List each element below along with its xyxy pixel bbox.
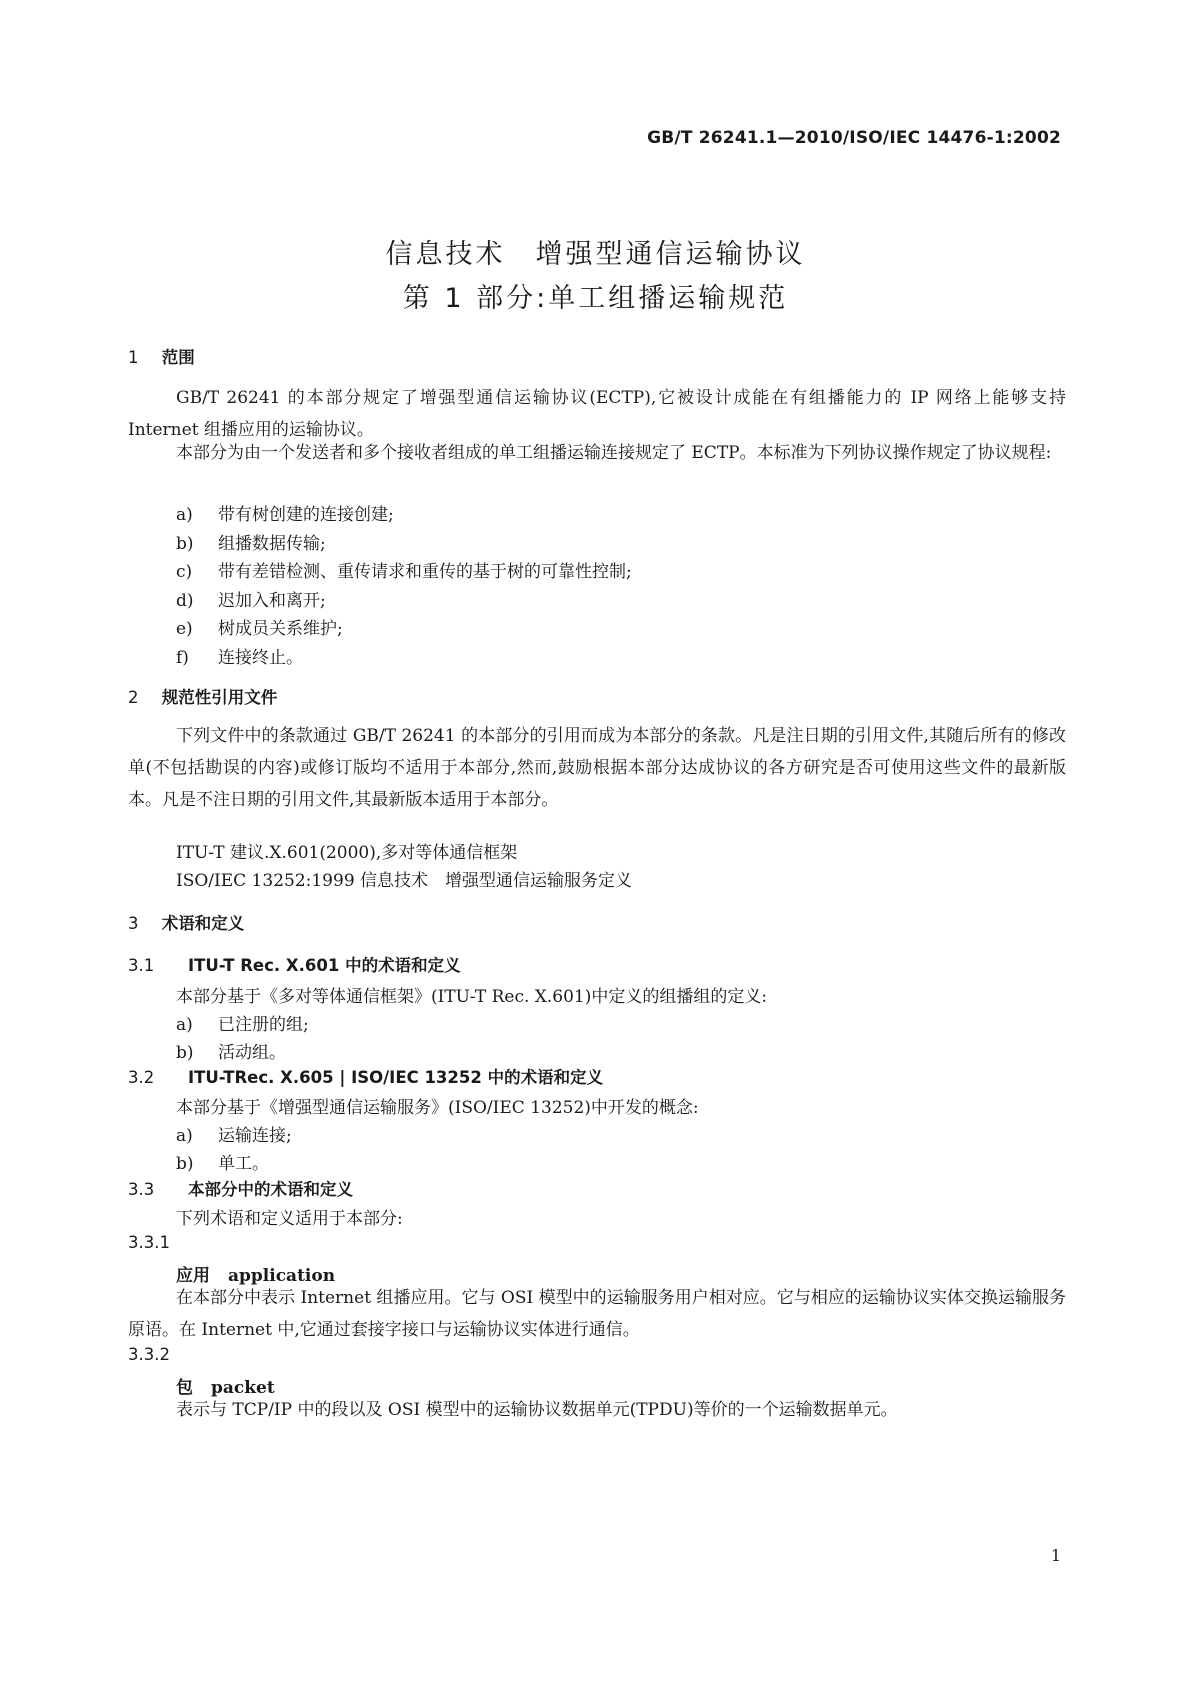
section-title: 术语和定义 [161, 914, 245, 933]
list-item: a) 运输连接; [176, 1126, 292, 1146]
term-number: 3.3.1 [128, 1233, 170, 1252]
page-number: 1 [1050, 1546, 1061, 1565]
term-number: 3.3.2 [128, 1345, 170, 1364]
list-item: f) 连接终止。 [176, 648, 303, 668]
section-2-heading [128, 684, 277, 708]
list-item: a) 已注册的组; [176, 1015, 309, 1035]
section-title: 规范性引用文件 [161, 688, 278, 707]
section-number: 3 [128, 914, 139, 933]
section-3-heading [128, 910, 244, 934]
subsection-intro: 本部分基于《多对等体通信框架》(ITU-T Rec. X.601)中定义的组播组的定义: [176, 987, 768, 1007]
list-item: d) 迟加入和离开; [176, 591, 326, 611]
document-title-line1: 信息技术 增强型通信运输协议 [385, 239, 806, 270]
document-title-line2: 第 1 部分:单工组播运输规范 [402, 283, 789, 314]
section-1-paragraph-1: GB/T 26241 的本部分规定了增强型通信运输协议(ECTP),它被设计成能在有组播能力的 IP 网络上能够支持 Internet 组播应用的运输协议。 [128, 388, 1066, 440]
normative-reference: ITU-T 建议.X.601(2000),多对等体通信框架 [176, 843, 518, 863]
subsection-3-1-heading: 3.1 ITU-T Rec. X.601 中的术语和定义 [128, 956, 461, 975]
list-item: c) 带有差错检测、重传请求和重传的基于树的可靠性控制; [176, 562, 632, 582]
normative-reference: ISO/IEC 13252:1999 信息技术 增强型通信运输服务定义 [176, 871, 633, 891]
term-heading: 应用 application [176, 1266, 336, 1286]
list-item: b) 活动组。 [176, 1043, 286, 1063]
list-item: a) 带有树创建的连接创建; [176, 505, 394, 525]
section-number: 1 [128, 348, 139, 367]
standard-number: GB/T 26241.1—2010/ISO/IEC 14476-1:2002 [647, 128, 1061, 148]
subsection-3-2-heading: 3.2 ITU-TRec. X.605 | ISO/IEC 13252 中的术语和定义 [128, 1068, 604, 1087]
list-item: e) 树成员关系维护; [176, 619, 343, 639]
list-item: b) 单工。 [176, 1154, 269, 1174]
term-heading: 包 packet [176, 1378, 275, 1398]
term-definition: 表示与 TCP/IP 中的段以及 OSI 模型中的运输协议数据单元(TPDU)等价的一个运输数据单元。 [176, 1400, 898, 1420]
section-1-paragraph-2: 本部分为由一个发送者和多个接收者组成的单工组播运输连接规定了 ECTP。本标准为下列协议操作规定了协议规程: [176, 443, 1052, 463]
section-1-heading [128, 344, 195, 368]
list-item: b) 组播数据传输; [176, 534, 326, 554]
term-definition: 在本部分中表示 Internet 组播应用。它与 OSI 模型中的运输服务用户相对应。它与相应的运输协议实体交换运输服务原语。在 Internet 中,它通过套接字接口与运输协议实体进行通信。 [128, 1288, 1066, 1340]
section-number: 2 [128, 688, 139, 707]
subsection-3-3-heading: 3.3 本部分中的术语和定义 [128, 1180, 353, 1199]
subsection-intro: 下列术语和定义适用于本部分: [176, 1209, 403, 1229]
section-title: 范围 [161, 348, 195, 367]
section-2-paragraph: 下列文件中的条款通过 GB/T 26241 的本部分的引用而成为本部分的条款。凡是注日期的引用文件,其随后所有的修改单(不包括勘误的内容)或修订版均不适用于本部分,然而,鼓励根据本部分达成协议的各方研究是否可使用这些文件的最新版本。凡是不注日期的引用文件,其最新版本适用于本部分。 [128, 726, 1066, 810]
subsection-intro: 本部分基于《增强型通信运输服务》(ISO/IEC 13252)中开发的概念: [176, 1098, 699, 1118]
